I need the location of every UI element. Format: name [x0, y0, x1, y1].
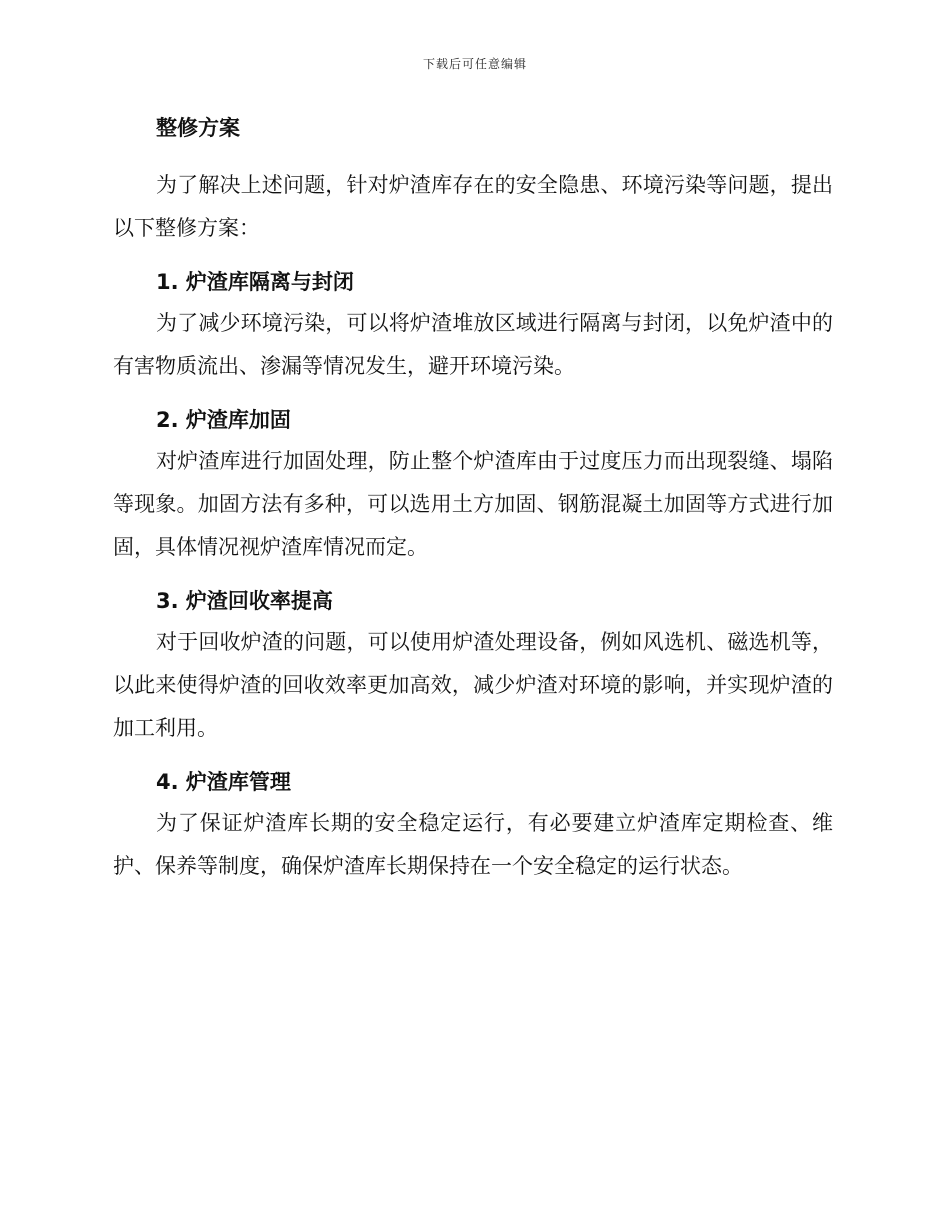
section-heading-1: 1. 炉渣库隔离与封闭 [156, 270, 354, 294]
page-header-note: 下载后可任意编辑 [422, 57, 527, 71]
section-body-4: 为了保证炉渣库长期的安全稳定运行，有必要建立炉渣库定期检查、维护、保养等制度，确保炉渣库长期保持在一个安全稳定的运行状态。 [113, 811, 833, 878]
section-body-3: 对于回收炉渣的问题，可以使用炉渣处理设备，例如风选机、磁选机等，以此来使得炉渣的回收效率更加高效，减少炉渣对环境的影响，并实现炉渣的加工利用。 [113, 630, 833, 740]
section-heading-2: 2. 炉渣库加固 [156, 408, 291, 432]
section-heading-3: 3. 炉渣回收率提高 [156, 589, 333, 613]
section-heading-4: 4. 炉渣库管理 [156, 770, 291, 794]
section-body-2: 对炉渣库进行加固处理，防止整个炉渣库由于过度压力而出现裂缝、塌陷等现象。加固方法有多种，可以选用土方加固、钢筋混凝土加固等方式进行加固，具体情况视炉渣库情况而定。 [113, 449, 833, 559]
intro-paragraph: 为了解决上述问题，针对炉渣库存在的安全隐患、环境污染等问题，提出以下整修方案： [113, 173, 833, 240]
document-body [113, 108, 833, 900]
section-body-1: 为了减少环境污染，可以将炉渣堆放区域进行隔离与封闭，以免炉渣中的有害物质流出、渗漏等情况发生，避开环境污染。 [113, 311, 833, 378]
document-title: 整修方案 [156, 116, 240, 140]
